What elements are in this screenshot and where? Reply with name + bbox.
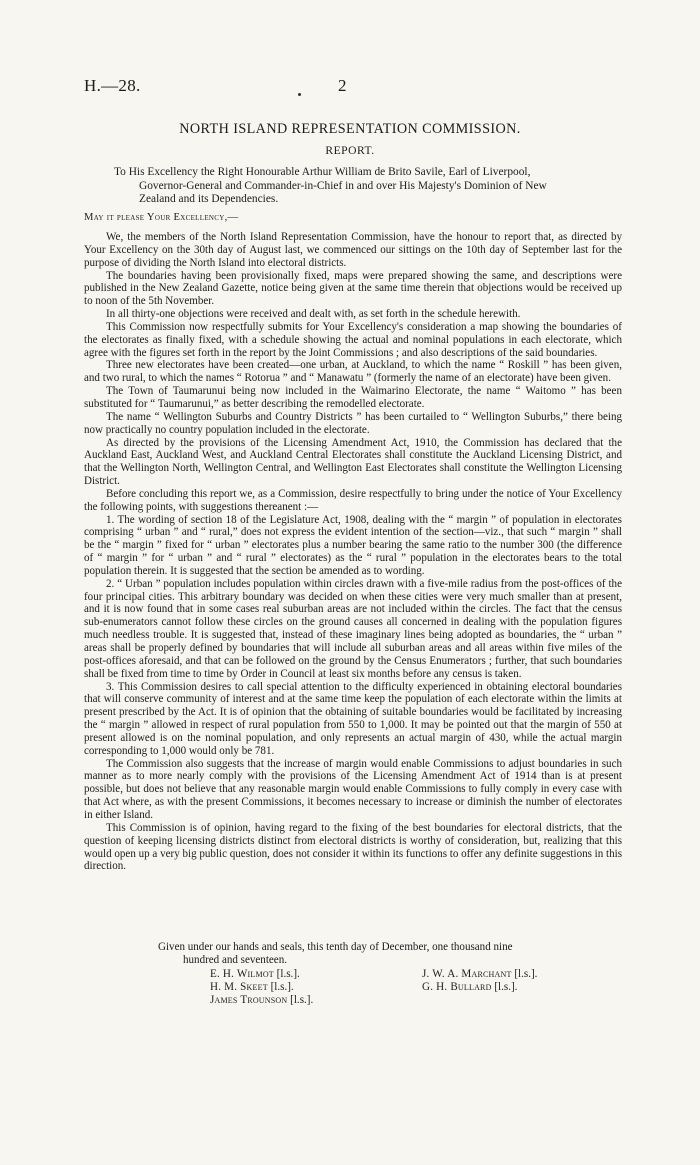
signatory-name: James Trounson bbox=[210, 994, 288, 1006]
seal-mark: [l.s.]. bbox=[494, 981, 518, 993]
signatory bbox=[210, 994, 313, 1007]
paragraph: Three new electorates have been created—one urban, at Auckland, to which the name “ Roskill ” has been given, and two rural, to which the names “ Rotorua ” and “ Manawatu ” (formerly the name of an electorate) have been given. bbox=[84, 359, 622, 385]
closing-line: hundred and seventeen. bbox=[183, 954, 287, 966]
signatory bbox=[210, 981, 294, 994]
paragraph: We, the members of the North Island Representation Commission, have the honour to report that, as directed by Your Excellency on the 30th day of August last, we commenced our sittings on the 10th day of September last for the purpose of dividing the North Island into electoral districts. bbox=[84, 231, 622, 269]
ink-speck bbox=[298, 93, 301, 96]
report-body bbox=[84, 231, 622, 873]
seal-mark: [l.s.]. bbox=[270, 981, 294, 993]
signatory-name: H. M. Skeet bbox=[210, 981, 268, 993]
closing-statement bbox=[158, 941, 622, 967]
paragraph: 3. This Commission desires to call special attention to the difficulty experienced in obtaining electoral boundaries that will conserve community of interest and at the same time keep the population of each electorate within the limits at present prescribed by the Act. It is of opinion that the obtaining of suitable boundaries would be facilitated by increasing the “ margin ” allowed in respect of rural population from 550 to 1,000. It may be pointed out that the margin of 550 at present allowed is on the nominal population, and only represents an actual margin of 430, while the actual margin corresponding to 1,000 would only be 781. bbox=[84, 680, 622, 757]
signatory bbox=[210, 968, 300, 981]
page-number: 2 bbox=[338, 76, 347, 95]
paragraph: 2. “ Urban ” population includes population within circles drawn with a five-mile radius from the post-offices of the four principal cities. This arbitrary boundary was decided on when these cities were very much smaller than at present, and it is now found that in some cases real suburban areas are not included within the circles. The fact that the census sub-enumerators cannot follow these circles on the ground causes all concerned in dealing with the population figures much needless trouble. It is suggested that, instead of these imaginary lines being adopted as boundaries, the “ urban ” areas shall be properly defined by boundaries that will include all suburban areas and all areas within five miles of the post-offices aforesaid, and that can be followed on the ground by the Census Enumerators ; further, that such boundaries shall be fixed from time to time by Order in Council at least six months before any census is taken. bbox=[84, 577, 622, 680]
signatory-name: J. W. A. Marchant bbox=[422, 968, 512, 980]
signatory bbox=[422, 968, 537, 981]
paragraph: The boundaries having been provisionally fixed, maps were prepared showing the same, and descriptions were published in the New Zealand Gazette, notice being given at the same time therein that objections would be received up to noon of the 5th November. bbox=[84, 269, 622, 308]
document-reference: H.—28. bbox=[84, 76, 141, 95]
paragraph: The Town of Taumarunui being now included in the Waimarino Electorate, the name “ Waitomo ” has been substituted for “ Taumarunui,” as better describing the remodelled electorate. bbox=[84, 385, 622, 410]
signatory-name: G. H. Bullard bbox=[422, 981, 492, 993]
paragraph: As directed by the provisions of the Licensing Amendment Act, 1910, the Commission has declared that the Auckland East, Auckland West, and Auckland Central Electorates shall constitute the Auckland Licensing District, and that the Wellington North, Wellington Central, and Wellington East Electorates shall constitute the Wellington Licensing District. bbox=[84, 436, 622, 488]
signatory-name: E. H. Wilmot bbox=[210, 968, 274, 980]
address-line: Zealand and its Dependencies. bbox=[139, 193, 279, 206]
paragraph: This Commission now respectfully submits for Your Excellency's consideration a map showing the boundaries of the electorates as finally fixed, with a schedule showing the actual and nominal populations in each electorate, which agree with the figures set forth in the report by the Joint Commissions ; and also descriptions of the said boundaries. bbox=[84, 320, 622, 359]
closing-line: Given under our hands and seals, this tenth day of December, one thousand nine bbox=[158, 941, 513, 953]
paragraph: 1. The wording of section 18 of the Legislature Act, 1908, dealing with the “ margin ” of population in electorates comprising “ urban ” and “ rural,” does not express the evident intention of the section—viz., that such “ margin ” shall be the “ margin ” fixed for “ urban ” electorates plus a number bearing the same ratio to the number 300 (the difference of “ margin ” for “ urban ” and “ rural ” electorates) as the “ rural ” population in the electorates bears to the total population therein. It is suggested that the section be amended as to wording. bbox=[84, 513, 622, 577]
address-line: Governor-General and Commander-in-Chief in and over His Majesty's Dominion of New bbox=[139, 179, 547, 192]
paragraph: In all thirty-one objections were received and dealt with, as set forth in the schedule herewith. bbox=[106, 308, 521, 321]
seal-mark: [l.s.]. bbox=[276, 968, 300, 980]
report-subtitle: REPORT. bbox=[325, 144, 375, 157]
address-block bbox=[114, 166, 622, 207]
paragraph: The name “ Wellington Suburbs and Country Districts ” has been curtailed to “ Wellington Suburbs,” there being now practically no country population included in the electorate. bbox=[84, 410, 622, 436]
report-title: NORTH ISLAND REPRESENTATION COMMISSION. bbox=[179, 121, 521, 137]
paragraph: Before concluding this report we, as a Commission, desire respectfully to bring under the notice of Your Excellency the following points, with suggestions thereanent :— bbox=[84, 487, 622, 513]
salutation: May it please Your Excellency,— bbox=[84, 212, 239, 223]
paragraph: The Commission also suggests that the increase of margin would enable Commissions to adjust boundaries in such manner as to more nearly comply with the provisions of the Licensing Amendment Act of 1914 than is at present possible, but does not believe that any reasonable margin would enable Commissions to fully comply in every case with that Act where, as with the present Commissions, it becomes necessary to increase or diminish the number of electorates in either Island. bbox=[84, 757, 622, 821]
seal-mark: [l.s.]. bbox=[290, 994, 314, 1006]
seal-mark: [l.s.]. bbox=[514, 968, 538, 980]
address-line: To His Excellency the Right Honourable Arthur William de Brito Savile, Earl of Liverpool, bbox=[114, 166, 531, 178]
signatory bbox=[422, 981, 517, 994]
paragraph: This Commission is of opinion, having regard to the fixing of the best boundaries for electoral districts, that the question of keeping licensing districts distinct from electoral districts is worthy of consideration, but, realizing that this would open up a very big public question, does not consider it within its functions to offer any definite suggestions in this direction. bbox=[84, 821, 622, 873]
